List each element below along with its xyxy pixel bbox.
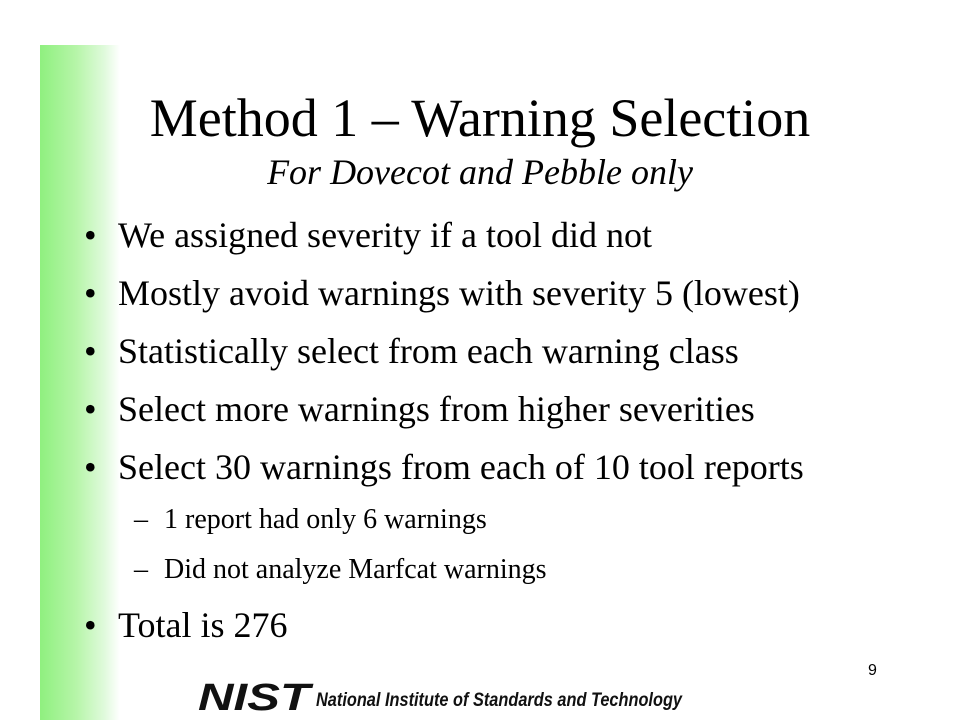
title-block (0, 88, 960, 194)
bullet-item (84, 387, 944, 431)
bullet-text: Mostly avoid warnings with severity 5 (lowest) (118, 273, 800, 313)
bullet-text: Statistically select from each warning class (118, 331, 739, 371)
sub-bullet-item (84, 553, 944, 587)
sub-bullet-item (84, 503, 944, 537)
bullet-text: Select 30 warnings from each of 10 tool reports (118, 447, 804, 487)
nist-logo-text: NIST (198, 677, 314, 719)
bullet-dot-icon: • (84, 447, 97, 487)
bullet-item (84, 271, 944, 315)
nist-org-name: National Institute of Standards and Technology (316, 690, 684, 711)
bullet-dot-icon: • (84, 215, 97, 255)
nist-logo (198, 677, 698, 719)
dash-icon: – (134, 554, 148, 585)
page-number: 9 (868, 662, 877, 679)
sub-bullet-text: 1 report had only 6 warnings (164, 504, 487, 535)
bullet-text: We assigned severity if a tool did not (118, 215, 652, 255)
bullet-dot-icon: • (84, 331, 97, 371)
sub-bullet-text: Did not analyze Marfcat warnings (164, 554, 547, 585)
bullet-item (84, 603, 944, 647)
bullet-dot-icon: • (84, 605, 97, 645)
bullet-dot-icon: • (84, 273, 97, 313)
bullet-dot-icon: • (84, 389, 97, 429)
bullet-text: Total is 276 (118, 605, 288, 645)
bullet-item (84, 445, 944, 489)
bullet-item (84, 213, 944, 257)
slide-subtitle: For Dovecot and Pebble only (267, 152, 693, 192)
bullet-text: Select more warnings from higher severities (118, 389, 755, 429)
bullet-item (84, 329, 944, 373)
dash-icon: – (134, 504, 148, 535)
slide-title: Method 1 – Warning Selection (149, 88, 811, 148)
bullet-list (84, 213, 944, 661)
